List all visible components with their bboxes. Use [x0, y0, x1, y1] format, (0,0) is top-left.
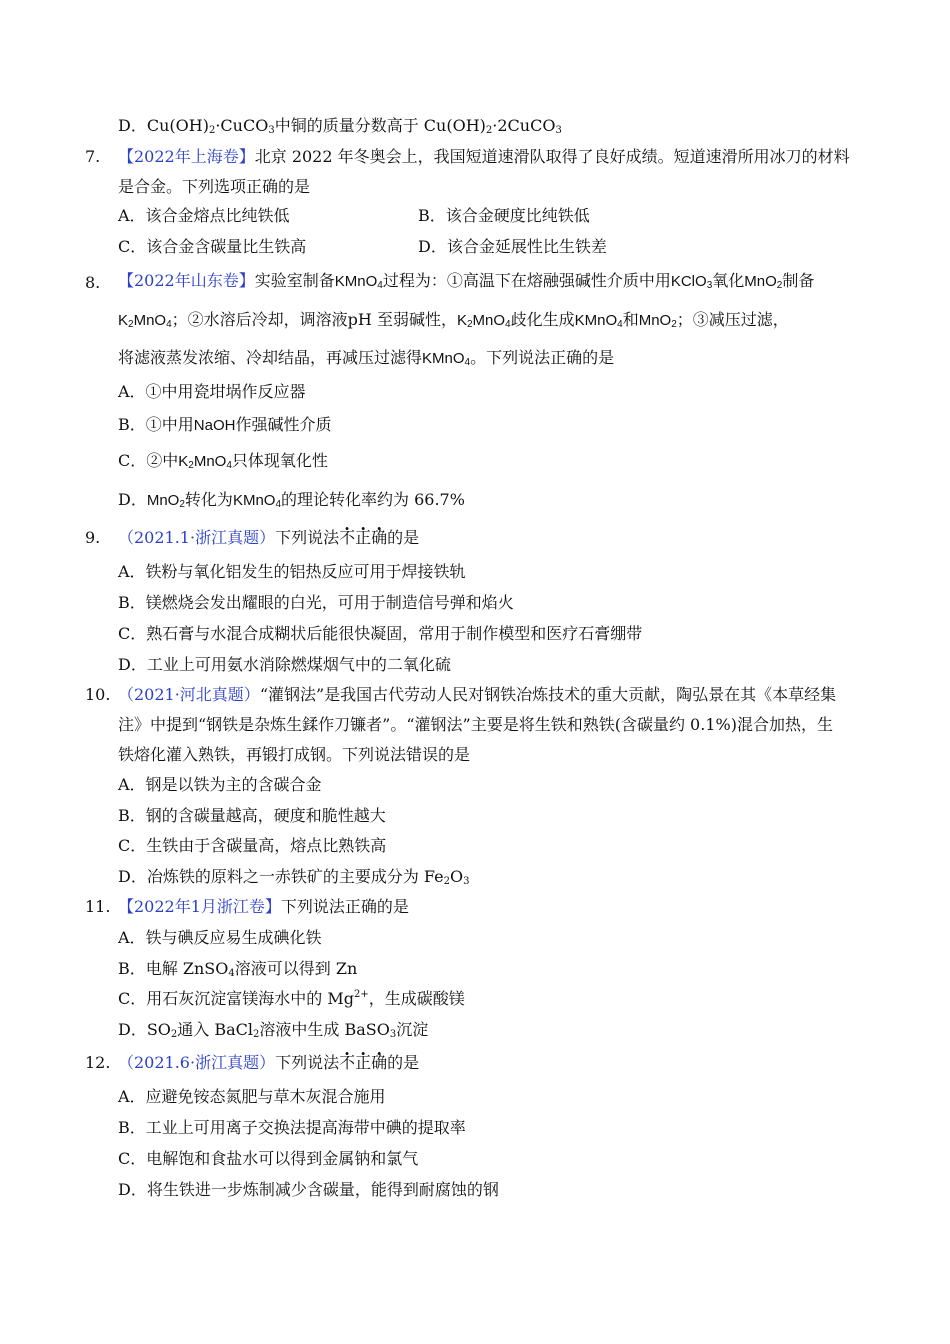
q8-text: 实验室制备	[254, 271, 335, 290]
q10-stem-line1: （2021·河北真题）“灌钢法”是我国古代劳动人民对钢铁冶炼技术的重大贡献，陶弘景在其《本草经集	[118, 685, 837, 704]
q7-option-d: D．该合金延展性比生铁差	[418, 237, 607, 256]
formula-kmno4: KMnO$_4$	[232, 492, 282, 510]
subscript: 3	[268, 125, 275, 136]
q7-option-b: B．该合金硬度比纯铁低	[418, 206, 590, 225]
formula-kclo3: KClO$_3$	[670, 273, 713, 291]
subscript: 2	[485, 125, 493, 136]
q8-text: 将滤液蒸发浓缩、冷却结晶，再减压过滤得	[118, 348, 423, 367]
q8-text: 过程为：①高温下在熔融强碱性介质中用	[382, 271, 671, 290]
q10-stem-line3: 铁熔化灌入熟铁，再锻打成钢。下列说法错误的是	[118, 745, 471, 764]
formula-kmno4: KMnO$_4$	[574, 312, 623, 330]
q12-stem: （2021.6·浙江真题）下列说法不正确的是	[118, 1053, 420, 1072]
formula-k2mno4: $K_2MnO_4$	[118, 312, 172, 330]
q7-stem-text: 北京 2022 年冬奥会上，我国短道速滑队取得了良好成绩。短道速滑所用冰刀的材料	[254, 147, 850, 166]
q11-option-c: C．用石灰沉淀富镁海水中的 $Mg^{2+}$，生成碳酸镁	[118, 989, 465, 1008]
q12-option-c: C．电解饱和食盐水可以得到金属钠和氯气	[118, 1149, 419, 1168]
q10-option-d: D．冶炼铁的原料之一赤铁矿的主要成分为 $Fe_2O_3$	[118, 867, 470, 887]
q10-option-b: B．钢的含碳量越高，硬度和脆性越大	[118, 806, 386, 825]
q9-option-c: C．熟石膏与水混合成糊状后能很快凝固，常用于制作模型和医疗石膏绷带	[118, 624, 643, 643]
emphasis-char: 正	[355, 1053, 372, 1072]
q10-option-c: C．生铁由于含碳量高，熔点比熟铁高	[118, 836, 387, 855]
formula-naoh: NaOH	[193, 417, 236, 434]
emphasis-char: 不	[339, 1053, 356, 1072]
q12-option-a: A．应避免铵态氮肥与草木灰混合施用	[118, 1087, 386, 1106]
emphasis-char: 确	[371, 1053, 388, 1072]
formula-k2mno4: $K_2MnO_4$	[456, 312, 511, 330]
formula-kmno4: KMnO$_4$	[334, 273, 383, 291]
q11-number: 11.	[85, 897, 111, 916]
q8-text: ；②水溶后冷却，调溶液pH 至弱碱性，	[171, 310, 457, 329]
q10-number: 10.	[85, 685, 111, 704]
q7-number: 7.	[85, 147, 101, 166]
emphasis-char: 正	[355, 528, 372, 547]
q11-stem: 【2022年1月浙江卷】下列说法正确的是	[118, 897, 409, 916]
q8-stem-line1	[118, 270, 814, 293]
subscript: 3	[555, 125, 562, 136]
q8-stem-line3	[118, 347, 614, 370]
emphasis-char: 确	[371, 528, 388, 547]
q12-option-b: B．工业上可用离子交换法提高海带中碘的提取率	[118, 1118, 466, 1137]
q12-option-d: D．将生铁进一步炼制减少含碳量，能得到耐腐蚀的钢	[118, 1180, 499, 1199]
q9-option-d: D．工业上可用氨水消除燃煤烟气中的二氧化硫	[118, 655, 451, 674]
q9-option-b: B．镁燃烧会发出耀眼的白光，可用于制造信号弹和焰火	[118, 593, 514, 612]
formula-text: ·2CuCO	[492, 116, 556, 135]
q8-option-a: A．①中用瓷坩埚作反应器	[118, 382, 306, 401]
q8-text: ；③减压过滤，	[676, 310, 789, 329]
q9-source: （2021.1·浙江真题）	[118, 528, 276, 547]
q9-option-a: A．铁粉与氧化铝发生的铝热反应可用于焊接铁轨	[118, 562, 466, 581]
q7-option-c: C．该合金含碳量比生铁高	[118, 237, 307, 256]
formula-mno2: MnO$_2$	[638, 312, 677, 330]
q8-option-d: D．MnO$_2$转化为KMnO$_4$的理论转化率约为 66.7%	[118, 490, 465, 510]
q12-source: （2021.6·浙江真题）	[118, 1053, 276, 1072]
q11-source: 【2022年1月浙江卷】	[118, 897, 281, 916]
subscript: 2	[208, 125, 216, 136]
q11-option-a: A．铁与碘反应易生成碘化铁	[118, 928, 322, 947]
q6-option-d	[118, 115, 562, 137]
q7-source: 【2022年上海卷】	[118, 147, 255, 166]
formula-k2mno4: $K_2MnO_4$	[178, 453, 232, 471]
q8-text: 制备	[782, 271, 815, 290]
q9-stem: （2021.1·浙江真题）下列说法不正确的是	[118, 528, 420, 547]
q8-text: 。下列说法正确的是	[470, 348, 615, 367]
emphasis-char: 不	[339, 528, 356, 547]
q8-source: 【2022年山东卷】	[118, 271, 255, 290]
q10-source: （2021·河北真题）	[118, 685, 260, 704]
q8-stem-line2	[118, 309, 789, 332]
q8-text: 和	[622, 310, 639, 329]
q8-option-c: C．②中$K_2MnO_4$只体现氧化性	[118, 451, 328, 471]
q8-text: 氧化	[712, 271, 745, 290]
formula-mno2: MnO$_2$	[744, 273, 783, 291]
formula-text: ·CuCO	[215, 116, 269, 135]
q7-stem-line1	[118, 146, 850, 168]
q8-text: 歧化生成	[510, 310, 575, 329]
formula-text: 中铜的质量分数高于 Cu(OH)	[274, 116, 486, 135]
formula-text: Cu(OH)	[146, 116, 209, 135]
q8-number: 8.	[85, 273, 101, 292]
q10-stem-line2: 注》中提到“钢铁是杂炼生鍒作刀镰者”。“灌钢法”主要是将生铁和熟铁(含碳量约 0.1%)混合加热，生	[118, 715, 833, 734]
q11-option-b: B．电解 ZnSO$_4$溶液可以得到 Zn	[118, 959, 358, 979]
q11-option-d: D．$SO_2$通入 BaCl$_2$溶液中生成 BaSO$_3$沉淀	[118, 1020, 429, 1040]
q9-number: 9.	[85, 528, 101, 547]
q7-stem-line2: 是合金。下列选项正确的是	[118, 177, 311, 196]
formula-kmno4: KMnO$_4$	[422, 350, 471, 368]
option-letter: D．	[118, 116, 147, 135]
q7-option-a: A．该合金熔点比纯铁低	[118, 206, 290, 225]
q8-option-b: B．①中用NaOH作强碱性介质	[118, 415, 332, 434]
q10-option-a: A．钢是以铁为主的含碳合金	[118, 775, 322, 794]
q12-number: 12.	[85, 1053, 111, 1072]
formula-mno2: MnO$_2$	[146, 492, 185, 510]
